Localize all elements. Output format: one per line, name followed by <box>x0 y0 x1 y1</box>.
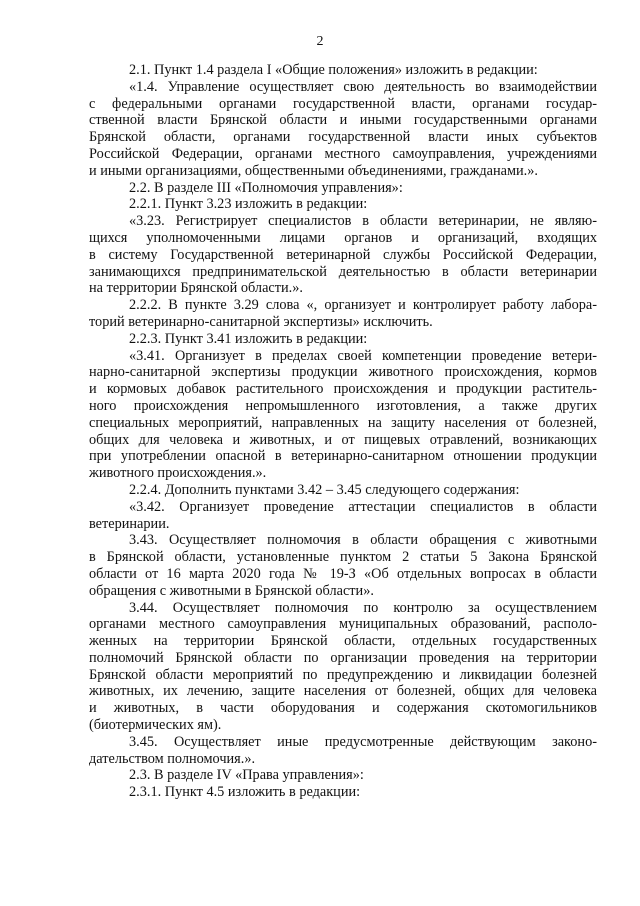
text-line: в Брянской области, установленные пунктом 2 статьи 5 Закона Брянской <box>89 549 597 566</box>
text-line: и животных, в части оборудования и содержания скотомогильников <box>89 700 597 717</box>
text-line: щихся уполномоченными лицами органов и организаций, входящих <box>89 229 597 246</box>
document-body <box>89 62 597 801</box>
text-line: 3.43. Осуществляет полномочия в области обращения с животными <box>129 532 597 549</box>
text-line: 2.3.1. Пункт 4.5 изложить в редакции: <box>129 784 361 801</box>
text-line: занимающихся предпринимательской деятельностью в области ветеринарии <box>89 263 597 280</box>
text-line: 2.2.4. Дополнить пунктами 3.42 – 3.45 следующего содержания: <box>129 481 520 498</box>
text-line: и кормовых добавок растительного происхождения и продукции раститель- <box>89 381 597 398</box>
text-line: животного происхождения.». <box>89 465 267 482</box>
text-line: специальных мероприятий, направленных на защиту населения от болезней, <box>89 414 597 431</box>
text-line: Российской Федерации, органами местного самоуправления, учреждениями <box>89 145 597 162</box>
text-line: женных на территории Брянской области, отдельных государственных <box>89 633 597 650</box>
text-line: нарно-санитарной экспертизы продукции животного происхождения, кормов <box>89 364 597 381</box>
page-number: 2 <box>316 34 324 49</box>
text-line: Брянской области мероприятий по предупреждению и ликвидации болезней <box>89 666 597 683</box>
text-line: «3.42. Организует проведение аттестации специалистов в области <box>129 498 597 515</box>
text-line: 2.1. Пункт 1.4 раздела I «Общие положения» изложить в редакции: <box>129 62 538 78</box>
text-line: полномочий Брянской области по организации проведения на территории <box>89 649 597 666</box>
text-line: 3.45. Осуществляет иные предусмотренные действующим законо- <box>129 733 597 750</box>
text-line: «3.41. Организует в пределах своей компетенции проведение ветери- <box>129 347 597 364</box>
text-line: ного происхождения непромышленного изготовления, а также других <box>89 397 597 414</box>
text-line: 2.2.1. Пункт 3.23 изложить в редакции: <box>129 196 368 213</box>
text-line: обращения с животными в Брянской области». <box>89 582 374 599</box>
text-line: 2.2.2. В пункте 3.29 слова «, организует и контролирует работу лабора- <box>129 297 597 314</box>
text-line: торий ветеринарно-санитарной экспертизы» исключить. <box>89 313 433 330</box>
text-line: области от 16 марта 2020 года № 19-З «Об отдельных вопросах в области <box>89 565 597 582</box>
text-line: в систему Государственной ветеринарной службы Российской Федерации, <box>89 246 597 263</box>
text-line: общих для человека и животных, и от пищевых отравлений, возникающих <box>89 431 597 448</box>
text-line: Брянской области, органами государственной власти иных субъектов <box>89 129 597 146</box>
text-line: при употреблении опасной в ветеринарно-санитарном отношении продукции <box>89 448 597 465</box>
text-line: 2.2.3. Пункт 3.41 изложить в редакции: <box>129 330 368 347</box>
text-line: животных, их лечению, защите населения от болезней, общих для человека <box>89 683 597 700</box>
text-line: ственной власти Брянской области и иными государственными органами <box>89 112 597 129</box>
text-line: органами местного самоуправления муниципальных образований, располо- <box>89 616 597 633</box>
text-line: с федеральными органами государственной власти, органами государ- <box>89 95 597 112</box>
text-line: 2.2. В разделе III «Полномочия управления»: <box>129 179 403 196</box>
text-line: «3.23. Регистрирует специалистов в области ветеринарии, не являю- <box>129 213 597 230</box>
text-line: ветеринарии. <box>89 515 170 532</box>
text-line: (биотермических ям). <box>89 717 222 734</box>
text-line: 2.3. В разделе IV «Права управления»: <box>129 767 364 784</box>
text-line: и иными организациями, общественными объединениями, гражданами.». <box>89 162 538 179</box>
text-line: на территории Брянской области.». <box>89 280 303 297</box>
text-line: дательством полномочия.». <box>89 750 256 767</box>
text-line: 3.44. Осуществляет полномочия по контролю за осуществлением <box>129 599 597 616</box>
text-line: «1.4. Управление осуществляет свою деятельность во взаимодействии <box>129 78 597 95</box>
